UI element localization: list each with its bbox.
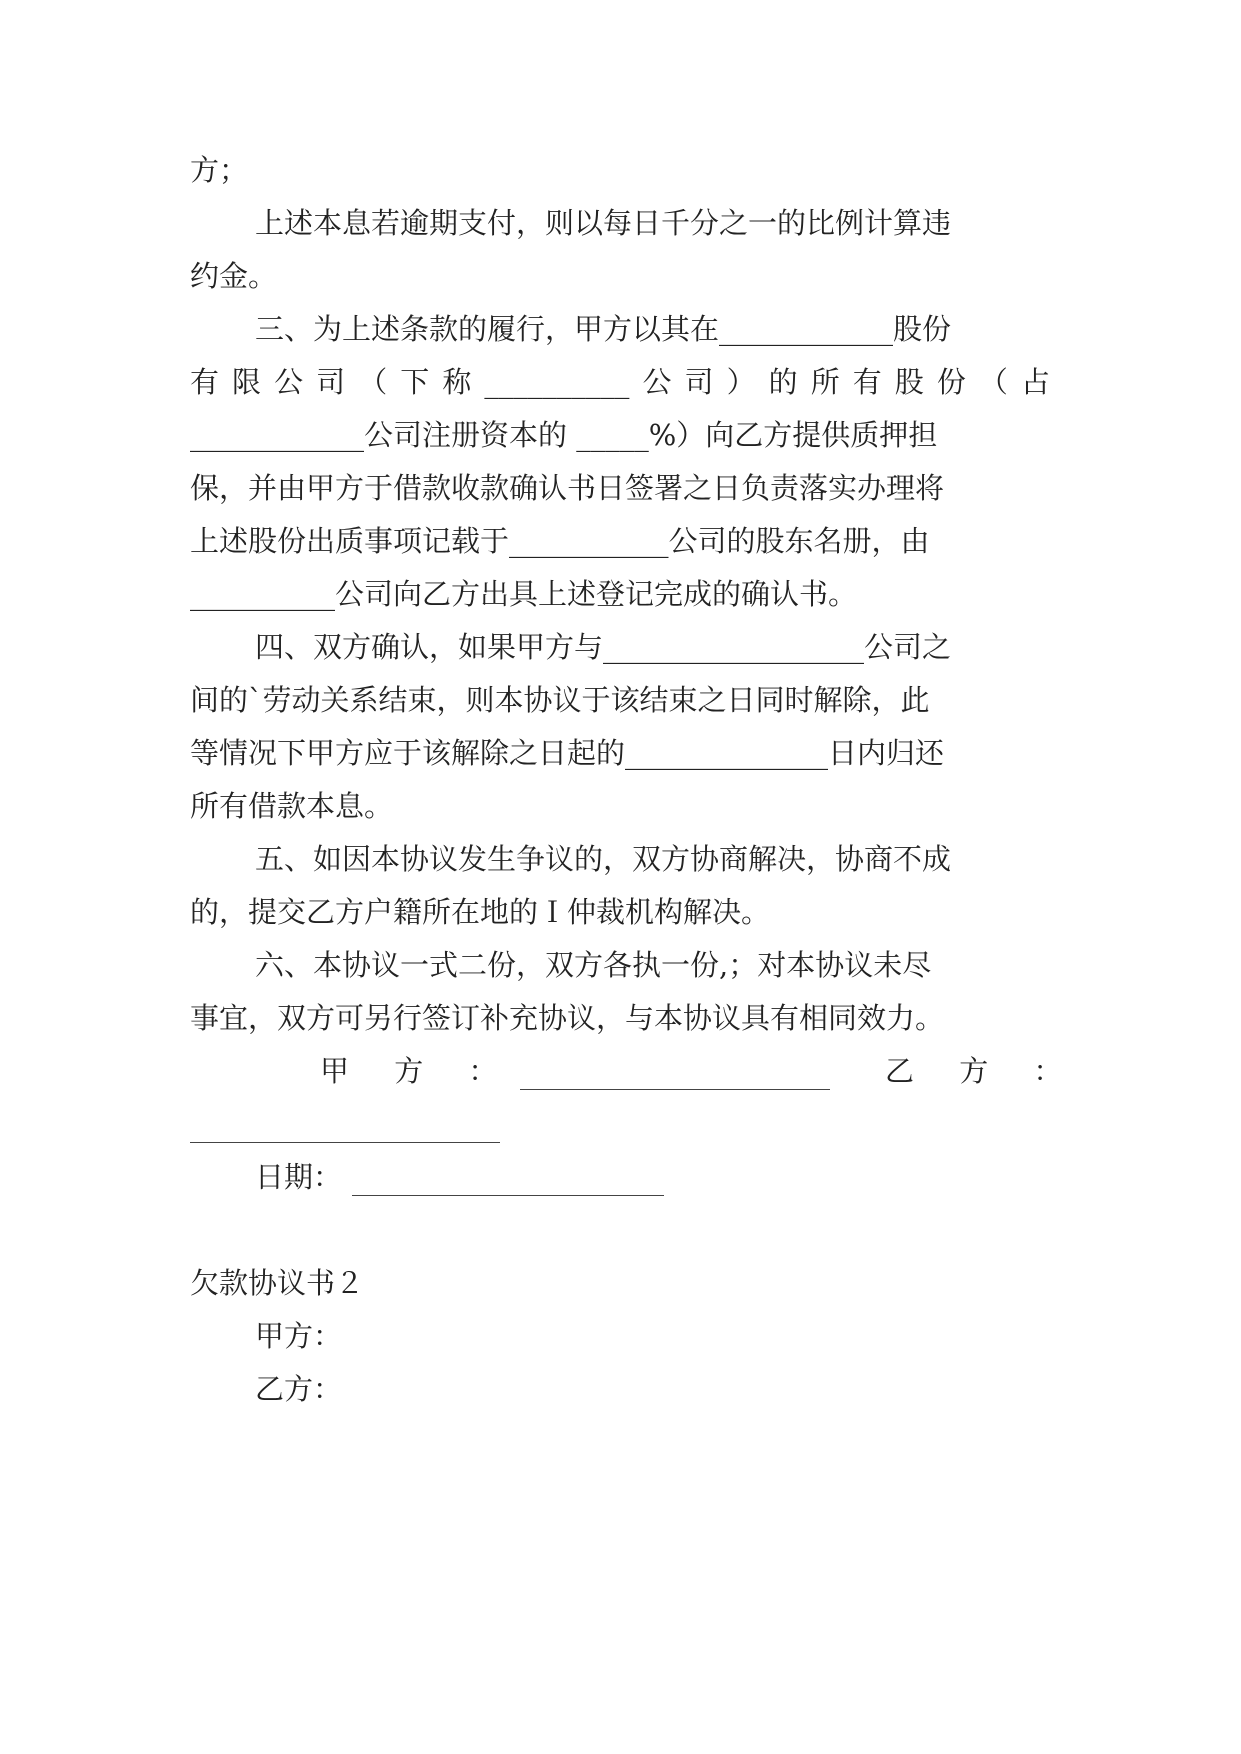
clause-six-line: 六、本协议一式二份，双方各执一份,；对本协议未尽 <box>255 948 932 982</box>
clause-four-line: 所有借款本息。 <box>190 789 394 823</box>
clause-three-line: 保，并由甲方于借款收款确认书日签署之日负责落实办理将 <box>190 471 945 505</box>
date-signature-line <box>352 1195 664 1196</box>
text-line: 方； <box>190 153 249 187</box>
party-a-signature-line <box>520 1089 830 1090</box>
clause-three-line: 三、为上述条款的履行，甲方以其在____________股份 <box>255 312 952 346</box>
party-b-signature-label: 乙 方 ： <box>885 1054 1081 1088</box>
clause-three-line: 有限公司（下称__________公司）的所有股份（占 <box>190 365 1050 399</box>
clause-four-line: 等情况下甲方应于该解除之日起的______________日内归还 <box>190 736 945 770</box>
second-agreement-party-b: 乙方： <box>255 1372 343 1406</box>
clause-three-line: 上述股份出质事项记载于___________公司的股东名册，由 <box>190 524 930 558</box>
party-a-signature-label: 甲 方 ： <box>320 1054 516 1088</box>
second-agreement-party-a: 甲方： <box>255 1319 343 1353</box>
text-line: 约金。 <box>190 259 278 293</box>
date-label: 日期： <box>255 1160 343 1194</box>
party-b-signature-line <box>190 1142 500 1143</box>
clause-three-line: __________公司向乙方出具上述登记完成的确认书。 <box>190 577 858 611</box>
clause-four-line: 间的`劳动关系结束，则本协议于该结束之日同时解除，此 <box>190 683 930 717</box>
clause-six-line: 事宜，双方可另行签订补充协议，与本协议具有相同效力。 <box>190 1001 945 1035</box>
text-line: 上述本息若逾期支付，则以每日千分之一的比例计算违 <box>255 206 952 240</box>
clause-five-line: 的，提交乙方户籍所在地的Ｉ仲裁机构解决。 <box>190 895 771 929</box>
clause-four-line: 四、双方确认，如果甲方与__________________公司之 <box>255 630 952 664</box>
clause-three-line: ____________公司注册资本的 _____%）向乙方提供质押担 <box>190 418 938 452</box>
clause-five-line: 五、如因本协议发生争议的，双方协商解决，协商不成 <box>255 842 952 876</box>
second-agreement-title: 欠款协议书２ <box>190 1266 365 1300</box>
